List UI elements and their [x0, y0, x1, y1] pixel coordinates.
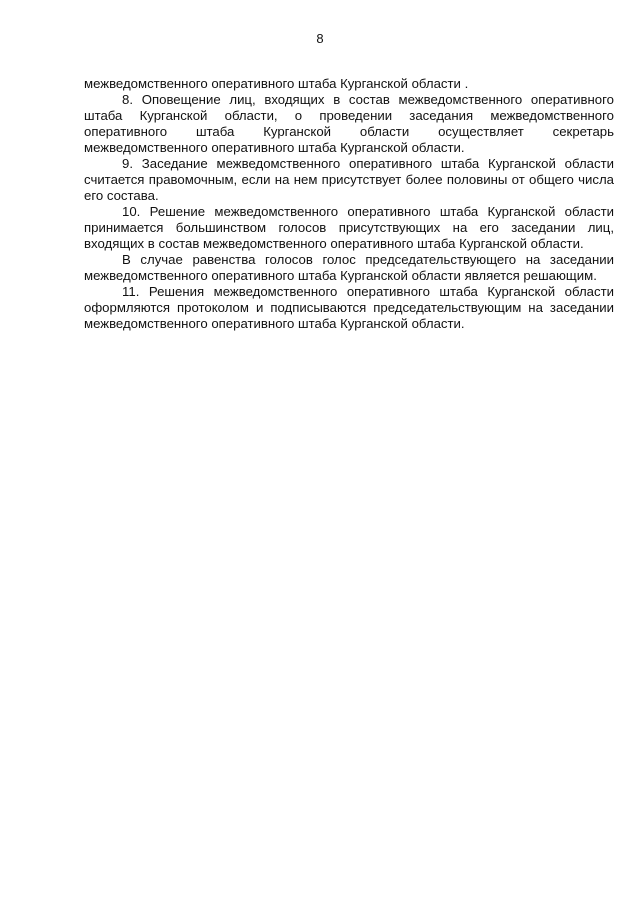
paragraph-item-10: 10. Решение межведомственного оперативного штаба Курганской области принимается большинством голосов присутствующих на его заседании лиц, входящих в состав межведомственного оперативного штаба Курганской области. [84, 204, 614, 251]
paragraph-item-9: 9. Заседание межведомственного оперативного штаба Курганской области считается правомочным, если на нем присутствует более половины от общего числа его состава. [84, 156, 614, 203]
paragraph-tie-vote: В случае равенства голосов голос председательствующего на заседании межведомственного оперативного штаба Курганской области является решающим. [84, 252, 614, 283]
document-body [84, 76, 614, 332]
paragraph-continuation: межведомственного оперативного штаба Курганской области . [84, 76, 469, 91]
page-number: 8 [316, 31, 324, 46]
paragraph-item-8: 8. Оповещение лиц, входящих в состав межведомственного оперативного штаба Курганской области, о проведении заседания межведомственного оперативного штаба Курганской области осуществляет секретарь межведомственного оперативного штаба Курганской области. [84, 92, 614, 155]
paragraph-item-11: 11. Решения межведомственного оперативного штаба Курганской области оформляются протоколом и подписываются председательствующим на заседании межведомственного оперативного штаба Курганской области. [84, 284, 614, 331]
